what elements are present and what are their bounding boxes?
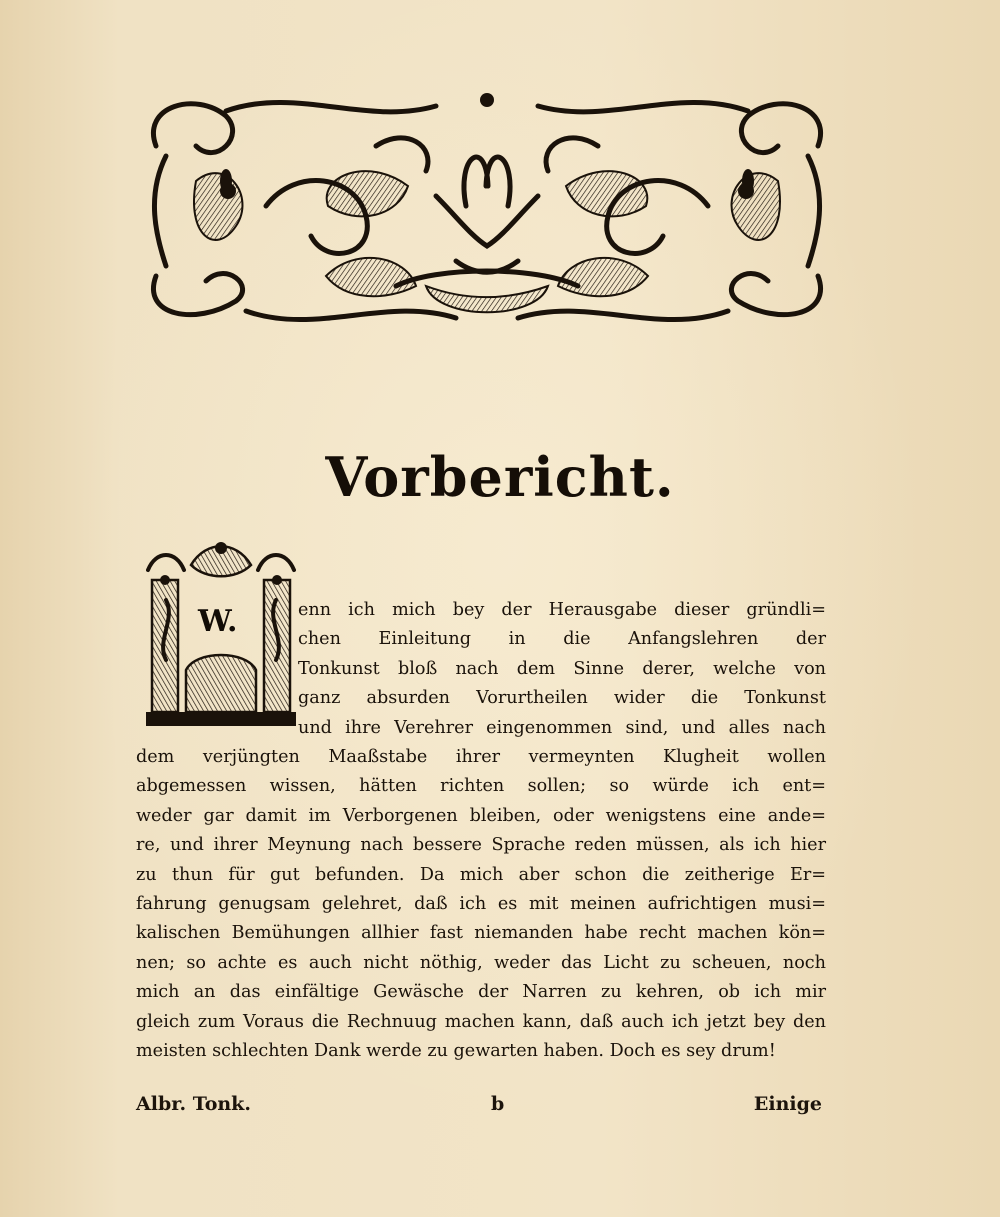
signature-label: Albr. Tonk. xyxy=(136,1093,251,1115)
text-line: dem verjüngten Maaßstabe ihrer vermeynten Klugheit wollen xyxy=(136,747,826,768)
text-line: enn ich mich bey der Herausgabe dieser gründli= xyxy=(298,600,826,620)
pelican-headpiece-ornament xyxy=(136,86,838,330)
text-line: re, und ihrer Meynung nach bessere Sprache reden müssen, als ich hier xyxy=(136,835,826,856)
text-line: nen; so achte es auch nicht nöthig, weder das Licht zu scheuen, noch xyxy=(136,952,826,973)
text-line: meisten schlechten Dank werde zu gewarten haben. Doch es sey drum! xyxy=(136,1041,776,1062)
text-line: mich an das einfältige Gewäsche der Narren zu kehren, ob ich mir xyxy=(136,982,826,1003)
text-line: abgemessen wissen, hätten richten sollen; so würde ich ent= xyxy=(136,776,826,797)
body-paragraph xyxy=(136,596,826,1067)
text-line: weder gar damit im Verborgenen bleiben, oder wenigstens eine ande= xyxy=(136,805,826,826)
text-line: und ihre Verehrer eingenommen sind, und alles nach xyxy=(298,717,826,738)
text-line: zu thun für gut befunden. Da mich aber schon die zeitherige Er= xyxy=(136,864,826,885)
page-title: Vorbericht. xyxy=(325,445,675,509)
catchword: Einige xyxy=(753,1093,822,1115)
signature-mark: b xyxy=(491,1093,505,1115)
text-line: Tonkunst bloß nach dem Sinne derer, welche von xyxy=(298,658,826,679)
text-line: gleich zum Voraus die Rechnuug machen kann, daß auch ich jetzt bey den xyxy=(136,1011,826,1032)
text-line: fahrung genugsam gelehret, daß ich es mit meinen aufrichtigen musi= xyxy=(136,894,826,915)
text-line: chen Einleitung in die Anfangslehren der xyxy=(298,629,826,650)
text-line: kalischen Bemühungen allhier fast niemanden habe recht machen kön= xyxy=(136,923,826,944)
text-line: ganz absurden Vorurtheilen wider die Tonkunst xyxy=(298,688,826,709)
initial-letter: W. xyxy=(198,604,238,639)
